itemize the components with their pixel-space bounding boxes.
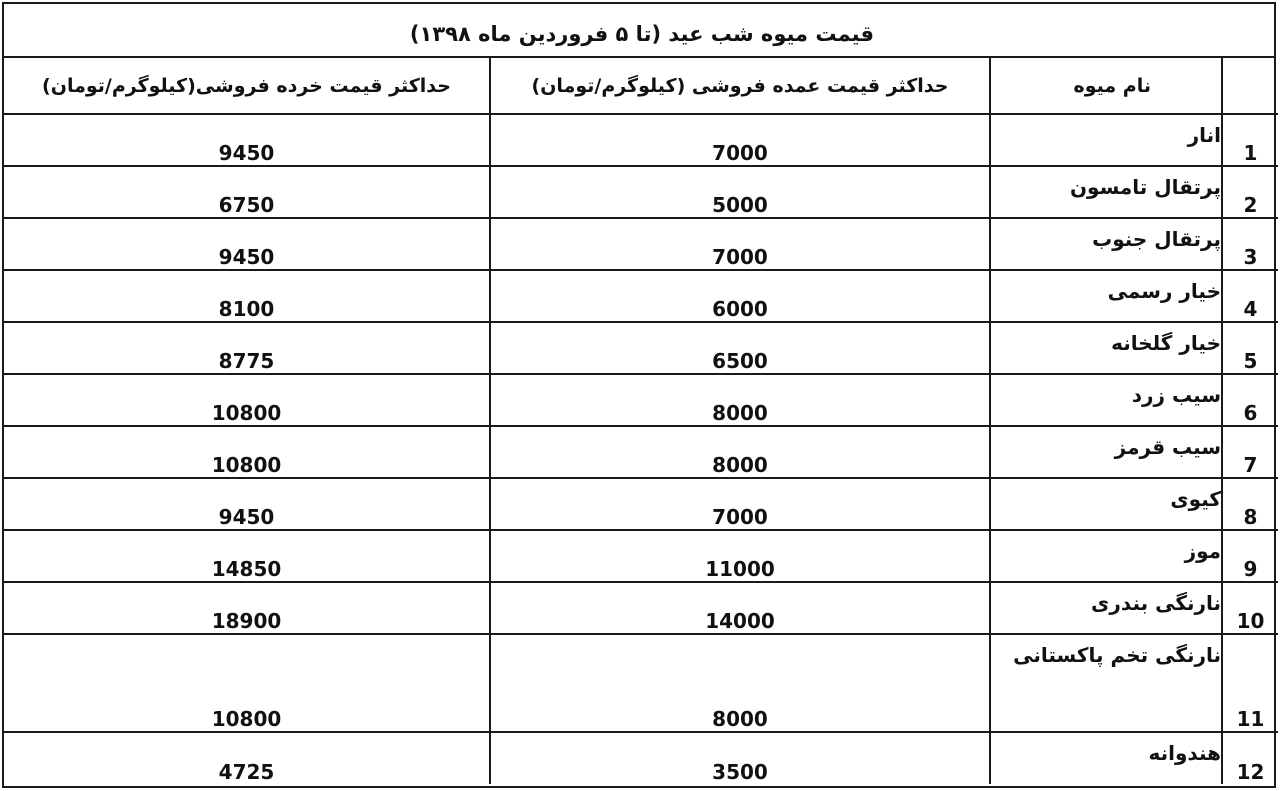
table-row (4, 478, 1278, 530)
table-row (4, 374, 1278, 426)
fruit-name-cell: نارنگی بندری (990, 582, 1222, 634)
table-row (4, 166, 1278, 218)
fruit-name-cell: سیب زرد (990, 374, 1222, 426)
fruit-name-cell: نارنگی تخم پاکستانی (990, 634, 1222, 732)
wholesale-price-cell: 7000 (490, 218, 990, 270)
header-fruit-name: نام میوه (990, 58, 1222, 114)
retail-price-cell: 8775 (4, 322, 490, 374)
wholesale-price-cell: 3500 (490, 732, 990, 784)
wholesale-price-cell: 7000 (490, 114, 990, 166)
retail-price-cell: 10800 (4, 426, 490, 478)
fruit-name-cell: خیار رسمی (990, 270, 1222, 322)
wholesale-price-cell: 6000 (490, 270, 990, 322)
row-number-cell: 4 (1222, 270, 1278, 322)
retail-price-cell: 4725 (4, 732, 490, 784)
retail-price-cell: 6750 (4, 166, 490, 218)
fruit-name-cell: سیب قرمز (990, 426, 1222, 478)
fruit-name-cell: انار (990, 114, 1222, 166)
retail-price-cell: 9450 (4, 478, 490, 530)
wholesale-price-cell: 5000 (490, 166, 990, 218)
row-number-cell: 8 (1222, 478, 1278, 530)
title-bar (4, 4, 1274, 58)
fruit-name-cell: موز (990, 530, 1222, 582)
wholesale-price-cell: 14000 (490, 582, 990, 634)
fruit-name-cell: کیوی (990, 478, 1222, 530)
row-number-cell: 11 (1222, 634, 1278, 732)
header-row-number (1222, 58, 1278, 114)
table-row (4, 322, 1278, 374)
table-row (4, 634, 1278, 732)
row-number-cell: 2 (1222, 166, 1278, 218)
table-row (4, 114, 1278, 166)
header-wholesale-price: حداکثر قیمت عمده فروشی (کیلوگرم/تومان) (490, 58, 990, 114)
table-title: قیمت میوه شب عید (تا ۵ فروردین ماه ۱۳۹۸) (409, 22, 874, 46)
table-row (4, 218, 1278, 270)
retail-price-cell: 10800 (4, 374, 490, 426)
fruit-name-cell: هندوانه (990, 732, 1222, 784)
row-number-cell: 12 (1222, 732, 1278, 784)
wholesale-price-cell: 7000 (490, 478, 990, 530)
table-row (4, 270, 1278, 322)
row-number-cell: 10 (1222, 582, 1278, 634)
wholesale-price-cell: 8000 (490, 426, 990, 478)
wholesale-price-cell: 11000 (490, 530, 990, 582)
fruit-name-cell: پرتقال جنوب (990, 218, 1222, 270)
retail-price-cell: 10800 (4, 634, 490, 732)
row-number-cell: 7 (1222, 426, 1278, 478)
price-table-sheet (2, 2, 1276, 788)
header-row (4, 58, 1278, 114)
table-row (4, 426, 1278, 478)
row-number-cell: 9 (1222, 530, 1278, 582)
retail-price-cell: 9450 (4, 218, 490, 270)
row-number-cell: 5 (1222, 322, 1278, 374)
retail-price-cell: 8100 (4, 270, 490, 322)
retail-price-cell: 14850 (4, 530, 490, 582)
table-body (4, 114, 1278, 784)
price-table (4, 58, 1278, 784)
row-number-cell: 6 (1222, 374, 1278, 426)
table-row (4, 530, 1278, 582)
row-number-cell: 3 (1222, 218, 1278, 270)
retail-price-cell: 9450 (4, 114, 490, 166)
fruit-name-cell: پرتقال تامسون (990, 166, 1222, 218)
table-row (4, 582, 1278, 634)
table-row (4, 732, 1278, 784)
fruit-name-cell: خیار گلخانه (990, 322, 1222, 374)
wholesale-price-cell: 6500 (490, 322, 990, 374)
header-retail-price: حداکثر قیمت خرده فروشی(کیلوگرم/تومان) (4, 58, 490, 114)
wholesale-price-cell: 8000 (490, 374, 990, 426)
retail-price-cell: 18900 (4, 582, 490, 634)
row-number-cell: 1 (1222, 114, 1278, 166)
wholesale-price-cell: 8000 (490, 634, 990, 732)
